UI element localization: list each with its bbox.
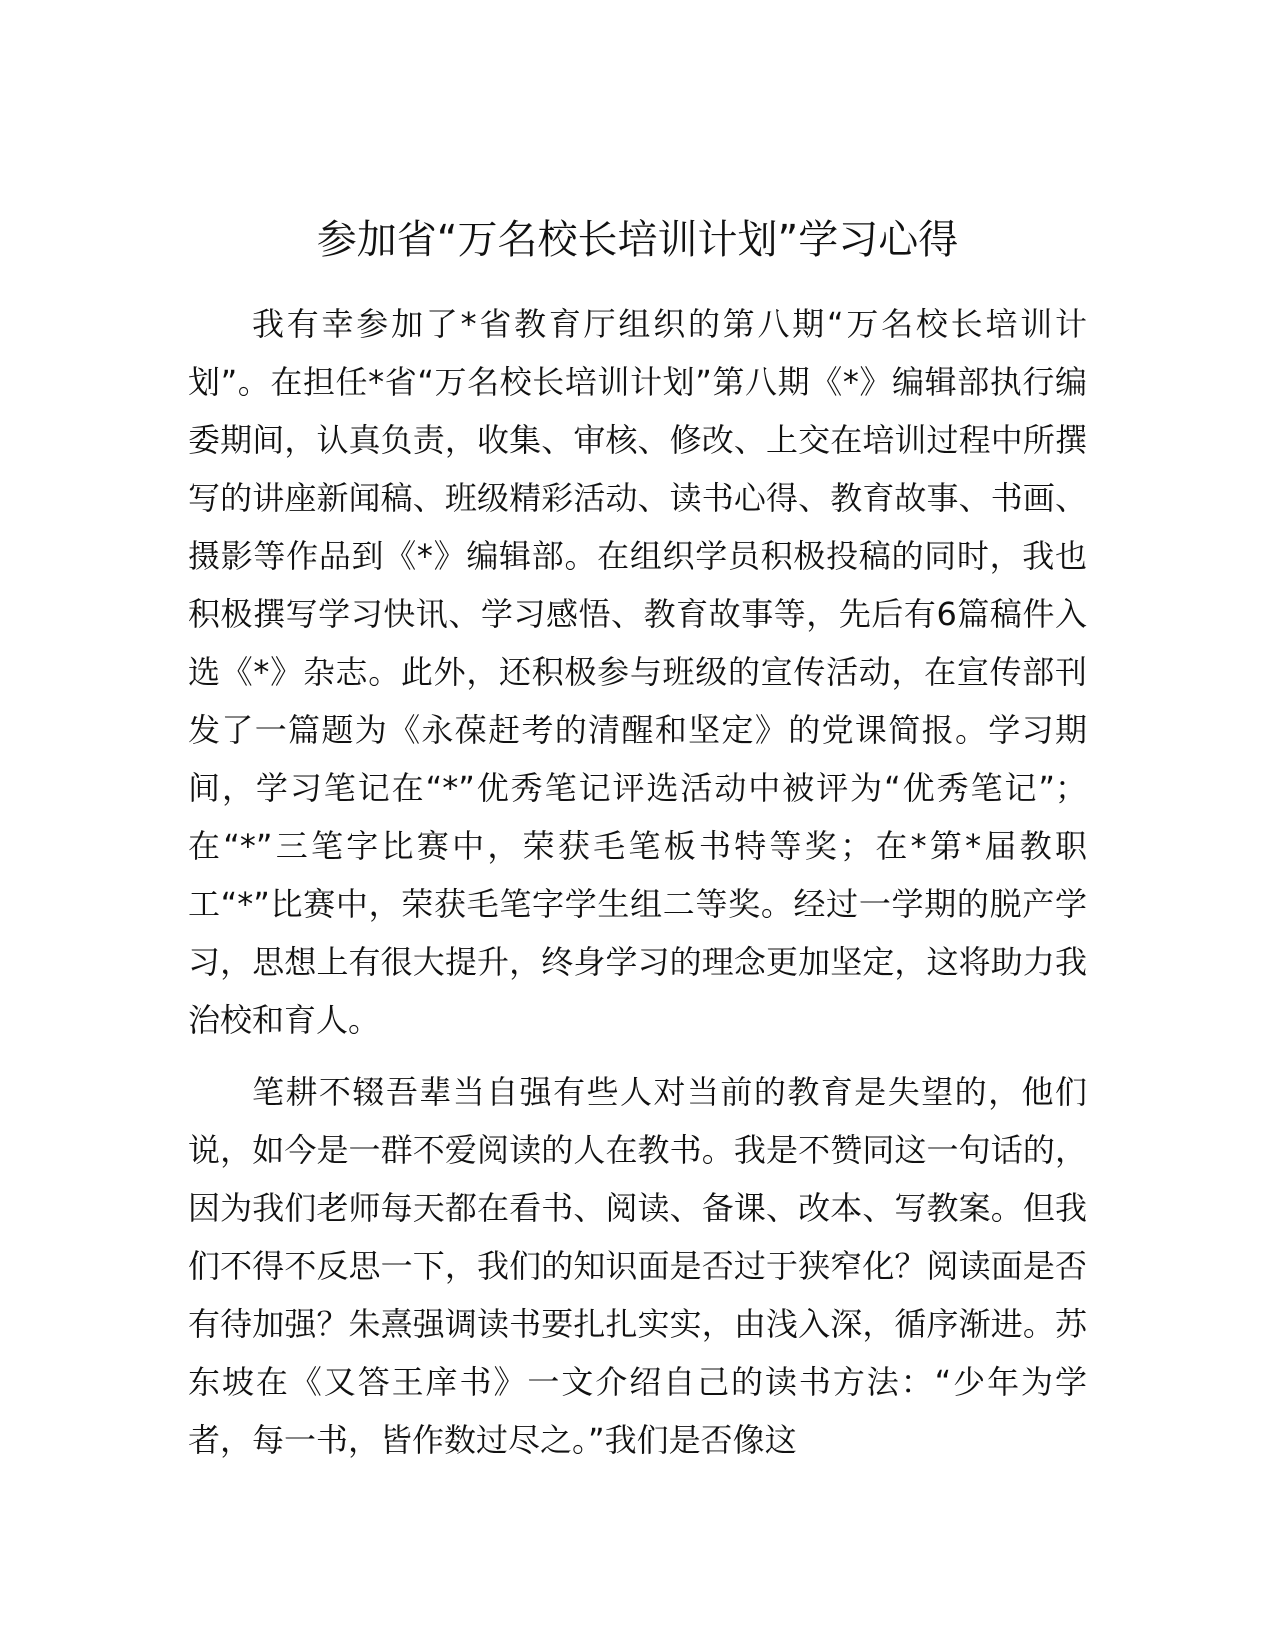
paragraph-1: 我有幸参加了*省教育厅组织的第八期“万名校长培训计划”。在担任*省“万名校长培训计划”第八期《*》编辑部执行编委期间，认真负责，收集、审核、修改、上交在培训过程中所撰写的讲座新闻稿、班级精彩活动、读书心得、教育故事、书画、摄影等作品到《*》编辑部。在组织学员积极投稿的同时，我也积极撰写学习快讯、学习感悟、教育故事等，先后有6篇稿件入选《*》杂志。此外，还积极参与班级的宣传活动，在宣传部刊发了一篇题为《永葆赶考的清醒和坚定》的党课简报。学习期间，学习笔记在“*”优秀笔记评选活动中被评为“优秀笔记”；在“*”三笔字比赛中，荣获毛笔板书特等奖；在*第*届教职工“*”比赛中，荣获毛笔字学生组二等奖。经过一学期的脱产学习，思想上有很大提升，终身学习的理念更加坚定，这将助力我治校和育人。: [188, 305, 1087, 1039]
paragraph-2: 笔耕不辍吾辈当自强有些人对当前的教育是失望的，他们说，如今是一群不爱阅读的人在教书。我是不赞同这一句话的，因为我们老师每天都在看书、阅读、备课、改本、写教案。但我们不得不反思一下，我们的知识面是否过于狭窄化？阅读面是否有待加强？朱熹强调读书要扎扎实实，由浅入深，循序渐进。苏东坡在《又答王庠书》一文介绍自己的读书方法：“少年为学者，每一书，皆作数过尽之。”我们是否像这: [188, 1073, 1087, 1459]
document-body: [188, 295, 1087, 1469]
document-title: 参加省“万名校长培训计划”学习心得: [316, 217, 959, 263]
